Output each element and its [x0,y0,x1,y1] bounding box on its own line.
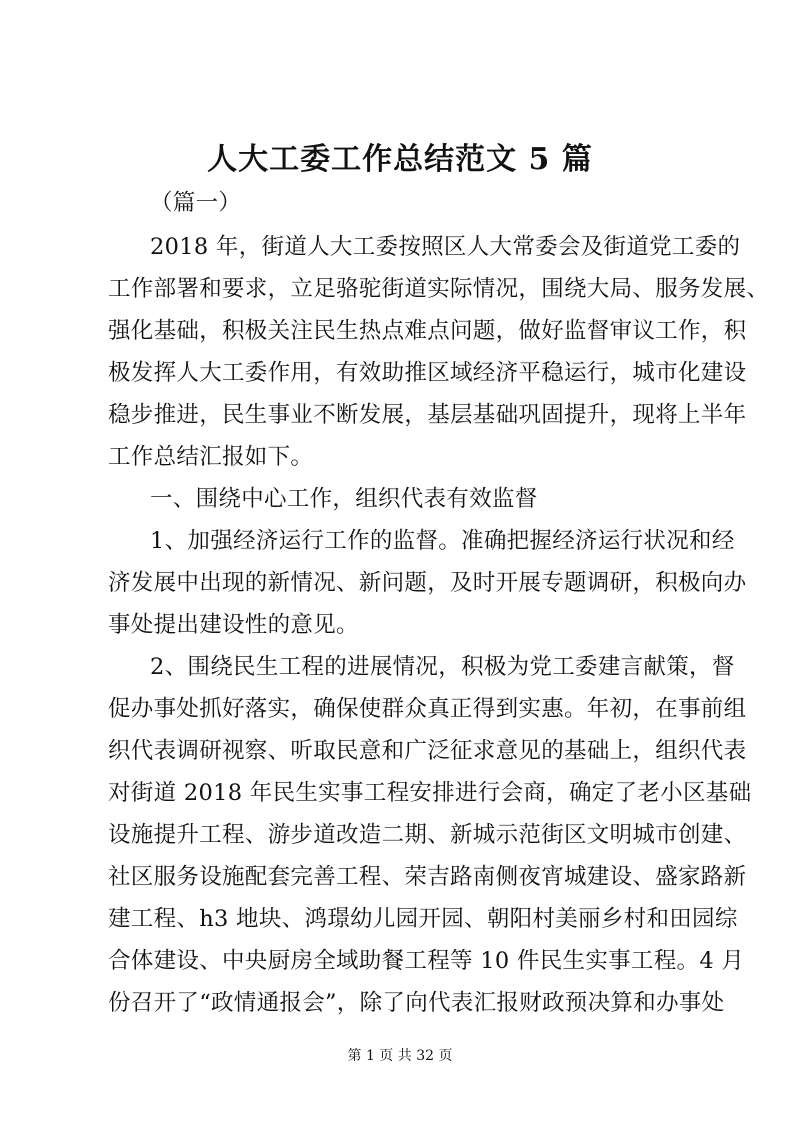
paragraph-line: 1、加强经济运行工作的监督。准确把握经济运行状况和经 [150,528,735,554]
page-indicator: 第 1 页 共 32 页 [347,1048,453,1064]
paragraph-line: 济发展中出现的新情况、新问题，及时开展专题调研，积极向办 [108,570,747,596]
paragraph-line: 合体建设、中央厨房全域助餐工程等 10 件民生实事工程。4 月 [108,948,745,974]
paragraph-line: 对街道 2018 年民生实事工程安排进行会商，确定了老小区基础 [108,780,752,806]
paragraph-line: 份召开了“政情通报会”，除了向代表汇报财政预决算和办事处 [108,990,725,1016]
paragraph-line: 建工程、h3 地块、鸿璟幼儿园开园、朝阳村美丽乡村和田园综 [108,906,738,932]
section-label: （篇一） [150,190,242,216]
paragraph-line: 织代表调研视察、听取民意和广泛征求意见的基础上，组织代表 [108,738,747,764]
paragraph-line: 促办事处抓好落实，确保使群众真正得到实惠。年初，在事前组 [108,696,747,722]
paragraph-line: 2、围绕民生工程的进展情况，积极为党工委建言献策，督 [150,654,735,680]
paragraph-line: 工作总结汇报如下。 [108,444,314,470]
paragraph-line: 工作部署和要求，立足骆驼街道实际情况，围绕大局、服务发展、 [108,276,770,302]
paragraph-line: 稳步推进，民生事业不断发展，基层基础巩固提升，现将上半年 [108,402,747,428]
paragraph-line: 事处提出建设性的意见。 [108,612,359,638]
paragraph-line: 设施提升工程、游步道改造二期、新城示范街区文明城市创建、 [108,822,747,848]
section-heading: 一、围绕中心工作，组织代表有效监督 [150,486,538,512]
paragraph-line: 极发挥人大工委作用，有效助推区域经济平稳运行，城市化建设 [108,360,747,386]
paragraph-line: 社区服务设施配套完善工程、荣吉路南侧夜宵城建设、盛家路新 [108,864,747,890]
paragraph-line: 2018 年，街道人大工委按照区人大常委会及街道党工委的 [150,234,741,260]
document-title: 人大工委工作总结范文 5 篇 [207,142,593,177]
paragraph-line: 强化基础，积极关注民生热点难点问题，做好监督审议工作，积 [108,318,747,344]
